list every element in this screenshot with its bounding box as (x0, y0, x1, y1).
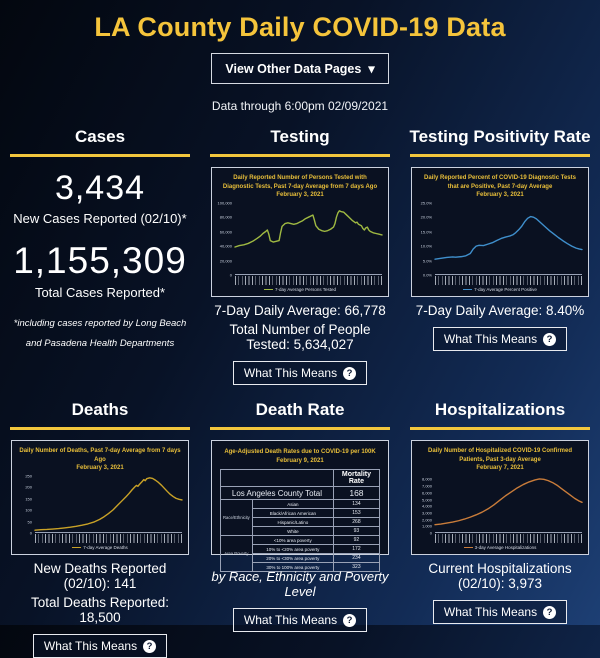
death-rate-table-title: Age-Adjusted Death Rates due to COVID-19 per 100K (224, 449, 376, 455)
view-other-data-pages-button[interactable] (211, 53, 388, 84)
testing-average-stat: 7-Day Daily Average: 66,778 (214, 303, 386, 318)
new-deaths-stat: New Deaths Reported (02/10): 141 (33, 561, 167, 591)
gold-divider (210, 427, 390, 430)
panel-positivity (400, 121, 600, 394)
testing-chart-date: February 3, 2021 (276, 192, 324, 199)
help-icon: ? (543, 606, 556, 619)
panel-hospitalizations-title: Hospitalizations (434, 400, 566, 419)
gold-divider (10, 427, 190, 430)
positivity-chart-date: February 3, 2021 (476, 192, 524, 199)
death-rate-caption: by Race, Ethnicity and Poverty Level (211, 569, 389, 599)
new-cases-value: 3,434 (54, 169, 146, 207)
death-rate-table-box[interactable] (211, 440, 389, 571)
testing-y-axis: 100,000 80,000 60,000 40,000 20,000 0 (217, 200, 232, 278)
new-cases-label: New Cases Reported (02/10)* (13, 211, 187, 226)
deaths-chart-date: February 3, 2021 (76, 465, 124, 472)
what-this-means-label: What This Means (243, 366, 338, 380)
deaths-what-this-means-button[interactable] (33, 634, 167, 658)
help-icon: ? (343, 614, 356, 627)
deaths-chart[interactable] (11, 440, 189, 555)
positivity-y-axis: 25.0% 20.0% 15.0% 10.0% 5.0% 0.0% (420, 200, 432, 278)
panel-positivity-title: Testing Positivity Rate (409, 127, 591, 146)
what-this-means-label: What This Means (443, 605, 538, 619)
positivity-x-axis-labels (435, 276, 582, 285)
panel-deaths (0, 394, 200, 653)
death-rate-what-this-means-button[interactable] (233, 608, 367, 632)
death-rate-table: Mortality Rate Los Angeles County Total 168 Race/Ethnicity Asian 134 Black/African American 153 Hispanic/Latino 268 White 93 Area Poverty <10% area poverty 92 10% to <20% area poverty 172 20% to <30% area poverty 234 30% to 100% area poverty 323 (220, 469, 380, 572)
positivity-legend: 7-day Average Percent Positive (418, 287, 582, 292)
death-rate-table-date: February 9, 2021 (276, 457, 324, 464)
help-icon: ? (143, 640, 156, 653)
chevron-down-icon: ▾ (368, 62, 375, 76)
hospitalizations-chart-title: Daily Number of Hospitalized COVID-19 Confirmed Patients, Past 3-day Average (427, 448, 573, 463)
testing-line-plot (235, 203, 382, 275)
panel-death-rate-title: Death Rate (255, 400, 345, 419)
deaths-y-axis: 250 200 150 100 50 0 (25, 473, 32, 536)
what-this-means-label: What This Means (443, 332, 538, 346)
panel-testing-title: Testing (270, 127, 330, 146)
positivity-chart-title: Daily Reported Percent of COVID-19 Diagnostic Tests that are Positive, Past 7-day Average (424, 175, 576, 190)
view-other-data-pages-label: View Other Data Pages (225, 61, 362, 76)
hospitalizations-y-axis: 8,000 7,000 6,000 5,000 4,000 3,000 2,000 1,000 0 (421, 476, 432, 536)
hospitalizations-legend: 3-day Average Hospitalizations (418, 545, 582, 550)
hospitalizations-chart-date: February 7, 2021 (476, 465, 524, 472)
testing-legend: 7-day Average Persons Tested (218, 287, 382, 292)
panel-testing (200, 121, 400, 394)
testing-chart[interactable] (211, 167, 389, 297)
panel-cases (0, 121, 200, 394)
what-this-means-label: What This Means (43, 639, 138, 653)
total-cases-label: Total Cases Reported* (34, 285, 166, 300)
help-icon: ? (543, 333, 556, 346)
hospitalizations-line-plot (435, 476, 582, 533)
gold-divider (210, 154, 390, 157)
testing-total-stat: Total Number of People Tested: 5,634,027 (229, 322, 371, 352)
deaths-chart-title: Daily Number of Deaths, Past 7-day Average from 7 days Ago (19, 448, 181, 463)
gold-divider (10, 154, 190, 157)
total-deaths-stat: Total Deaths Reported: 18,500 (30, 595, 170, 625)
hospitalizations-chart[interactable] (411, 440, 589, 555)
gold-divider (410, 427, 590, 430)
deaths-line-plot (35, 476, 182, 533)
positivity-average-stat: 7-Day Daily Average: 8.40% (415, 303, 585, 318)
current-hospitalizations-stat: Current Hospitalizations (02/10): 3,973 (428, 561, 572, 591)
panel-death-rate (200, 394, 400, 634)
positivity-line-plot (435, 203, 582, 275)
help-icon: ? (343, 367, 356, 380)
data-through-text: Data through 6:00pm 02/09/2021 (211, 99, 389, 113)
dashboard-grid (0, 121, 600, 653)
testing-x-axis-labels (235, 276, 382, 285)
cases-footnote: *including cases reported by Long Beach and Pasadena Health Departments (13, 318, 187, 349)
testing-what-this-means-button[interactable] (233, 361, 367, 385)
what-this-means-label: What This Means (243, 613, 338, 627)
positivity-what-this-means-button[interactable] (433, 327, 567, 351)
panel-cases-title: Cases (74, 127, 126, 146)
hospitalizations-what-this-means-button[interactable] (433, 600, 567, 624)
panel-hospitalizations (400, 394, 600, 634)
page-title: LA County Daily COVID-19 Data (94, 12, 506, 42)
gold-divider (410, 154, 590, 157)
panel-deaths-title: Deaths (71, 400, 129, 419)
total-cases-value: 1,155,309 (13, 240, 187, 281)
deaths-x-axis-labels (35, 534, 182, 543)
positivity-chart[interactable] (411, 167, 589, 297)
testing-chart-title: Daily Reported Number of Persons Tested with Diagnostic Tests, Past 7-day Average from 7 days Ago (222, 175, 378, 190)
deaths-legend: 7-day Average Deaths (18, 545, 182, 550)
dashboard-header (0, 0, 600, 113)
hospitalizations-x-axis-labels (435, 534, 582, 543)
